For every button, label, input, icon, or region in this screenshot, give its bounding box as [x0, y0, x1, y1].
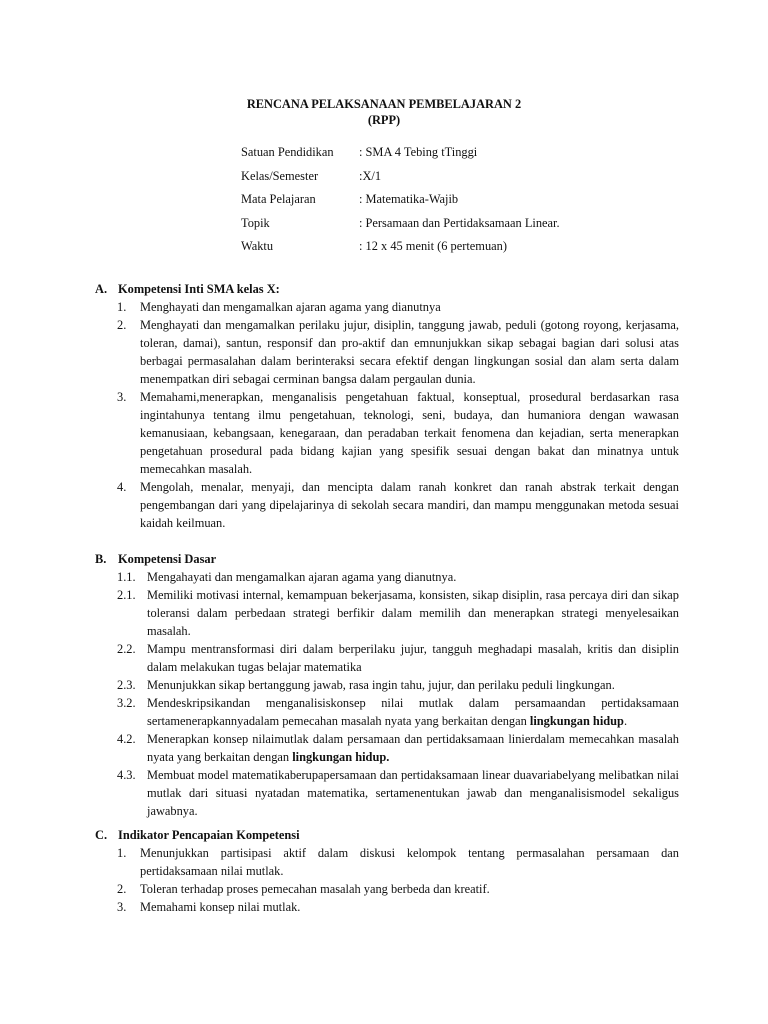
- document-subtitle: (RPP): [367, 113, 401, 127]
- section-letter: A.: [95, 282, 108, 296]
- item-number: 1.1.: [117, 570, 136, 584]
- list-item: [117, 388, 679, 478]
- item-text: Memiliki motivasi internal, kemampuan bekerjasama, konsisten, sikap disiplin, rasa percaya diri dan sikap toleransi dalam perbedaan strategi berfikir dalam memilih dan menerapkan strategi menyelesaikan masalah.: [147, 588, 679, 638]
- section-b-list: [117, 568, 679, 820]
- section-c-list: [117, 844, 679, 916]
- item-text: Menunjukkan sikap bertanggung jawab, rasa ingin tahu, jujur, dan perilaku peduli lingkungan.: [147, 678, 615, 692]
- identity-value: : 12 x 45 menit (6 pertemuan): [359, 239, 507, 253]
- identity-row: [241, 167, 560, 191]
- item-number: 3.2.: [117, 696, 136, 710]
- item-number: 4.2.: [117, 732, 136, 746]
- section-a-list: [117, 298, 679, 532]
- list-item: [117, 694, 679, 730]
- item-number: 2.: [117, 882, 127, 896]
- item-text-main: Menerapkan konsep nilaimutlak dalam persamaan dan pertidaksamaan linierdalam memecahkan masalah nyata yang berkaitan dengan: [147, 732, 679, 764]
- identity-value: : Persamaan dan Pertidaksamaan Linear.: [359, 215, 560, 230]
- list-item: [117, 676, 679, 694]
- section-title: Indikator Pencapaian Kompetensi: [118, 828, 300, 842]
- section-title: Kompetensi Inti SMA kelas X:: [118, 282, 280, 296]
- item-text: Membuat model matematikaberupapersamaan dan pertidaksamaan linear duavariabelyang melibatkan nilai mutlak dari situasi nyatadan matematika, sertamenentukan jawab dan menganalisismodel sekaligus jawabnya.: [147, 768, 679, 818]
- list-item: [117, 316, 679, 388]
- item-text: [147, 694, 679, 730]
- list-item: [117, 640, 679, 676]
- section-c-heading: [95, 826, 300, 844]
- item-text-bold: lingkungan hidup.: [292, 750, 390, 764]
- item-number: 1.: [117, 846, 127, 860]
- section-title: Kompetensi Dasar: [118, 552, 217, 566]
- item-text: Menghayati dan mengamalkan ajaran agama yang dianutnya: [140, 300, 441, 314]
- item-text: Toleran terhadap proses pemecahan masalah yang berbeda dan kreatif.: [140, 882, 490, 896]
- list-item: [117, 298, 679, 316]
- item-text: Mengahayati dan mengamalkan ajaran agama yang dianutnya.: [147, 570, 457, 584]
- section-letter: B.: [95, 552, 107, 566]
- identity-label: Satuan Pendidikan: [241, 145, 334, 159]
- item-text: Memahami konsep nilai mutlak.: [140, 900, 301, 914]
- identity-label: Mata Pelajaran: [241, 192, 316, 206]
- identity-value: : SMA 4 Tebing tTinggi: [359, 145, 478, 159]
- item-text-bold: lingkungan hidup: [529, 714, 624, 728]
- item-text-main: Mendeskripsikandan menganalisiskonsep nilai mutlak dalam persamaandan pertidaksamaan sertamenerapkannyadalam pemecahan masalah nyata yang berkaitan dengan: [147, 696, 679, 728]
- identity-row: [241, 143, 560, 167]
- list-item: [117, 898, 679, 916]
- list-item: [117, 766, 679, 820]
- item-number: 3.: [117, 900, 127, 914]
- item-text-tail: .: [623, 714, 628, 728]
- item-number: 2.: [117, 318, 127, 332]
- identity-row: [241, 190, 560, 214]
- identity-value: :X/1: [359, 168, 382, 183]
- section-letter: C.: [95, 828, 108, 842]
- identity-label: Kelas/Semester: [241, 168, 319, 183]
- item-number: 4.: [117, 480, 127, 494]
- item-text: Memahami,menerapkan, menganalisis pengetahuan faktual, konseptual, prosedural berdasarkan rasa ingintahunya tentang ilmu pengetahuan, teknologi, seni, budaya, dan humaniora dengan wawasan kemanusiaan, kebangsaan, kenegaraan, dan peradaban terkait fenomena dan kejadian, serta menerapkan pengetahuan prosedural pada bidang kajian yang spesifik sesuai dengan bakat dan minatnya untuk memecahkan masalah.: [140, 390, 679, 476]
- identity-table: [241, 143, 560, 261]
- item-number: 3.: [117, 390, 127, 404]
- document-title: RENCANA PELAKSANAAN PEMBELAJARAN 2: [246, 97, 522, 111]
- section-a-heading: [95, 280, 280, 298]
- identity-label: Topik: [241, 215, 270, 230]
- identity-label: Waktu: [241, 239, 274, 253]
- list-item: [117, 568, 679, 586]
- item-text: Mengolah, menalar, menyaji, dan mencipta dalam ranah konkret dan ranah abstrak terkait dengan pengembangan dari yang dipelajarinya di sekolah secara mandiri, dan mampu menggunakan metoda sesuai kaidah keilmuan.: [140, 480, 679, 530]
- list-item: [117, 844, 679, 880]
- item-number: 2.3.: [117, 678, 136, 692]
- section-b-heading: [95, 550, 216, 568]
- list-item: [117, 880, 679, 898]
- item-text: Menunjukkan partisipasi aktif dalam diskusi kelompok tentang permasalahan persamaan dan pertidaksamaan nilai mutlak.: [140, 846, 679, 878]
- list-item: [117, 730, 679, 766]
- item-number: 2.2.: [117, 642, 136, 656]
- identity-row: [241, 237, 560, 261]
- item-text: Menghayati dan mengamalkan perilaku jujur, disiplin, tanggung jawab, peduli (gotong royong, kerjasama, toleran, damai), santun, responsif dan pro-aktif dan emnunjukkan sikap sebagai bagian dari solusi atas berbagai permasalahan dalam berinteraksi secara efektif dengan lingkungan sosial dan alam serta dalam menempatkan diri sebagai cerminan bangsa dalam pergaulan dunia.: [140, 318, 679, 386]
- item-text: [147, 730, 679, 766]
- item-text: Mampu mentransformasi diri dalam berperilaku jujur, tangguh meghadapi masalah, kritis dan disiplin dalam melakukan tugas belajar matematika: [147, 642, 679, 674]
- list-item: [117, 478, 679, 532]
- identity-row: [241, 214, 560, 238]
- identity-value: : Matematika-Wajib: [359, 192, 459, 206]
- item-number: 1.: [117, 300, 127, 314]
- item-number: 4.3.: [117, 768, 136, 782]
- item-number: 2.1.: [117, 588, 136, 602]
- list-item: [117, 586, 679, 640]
